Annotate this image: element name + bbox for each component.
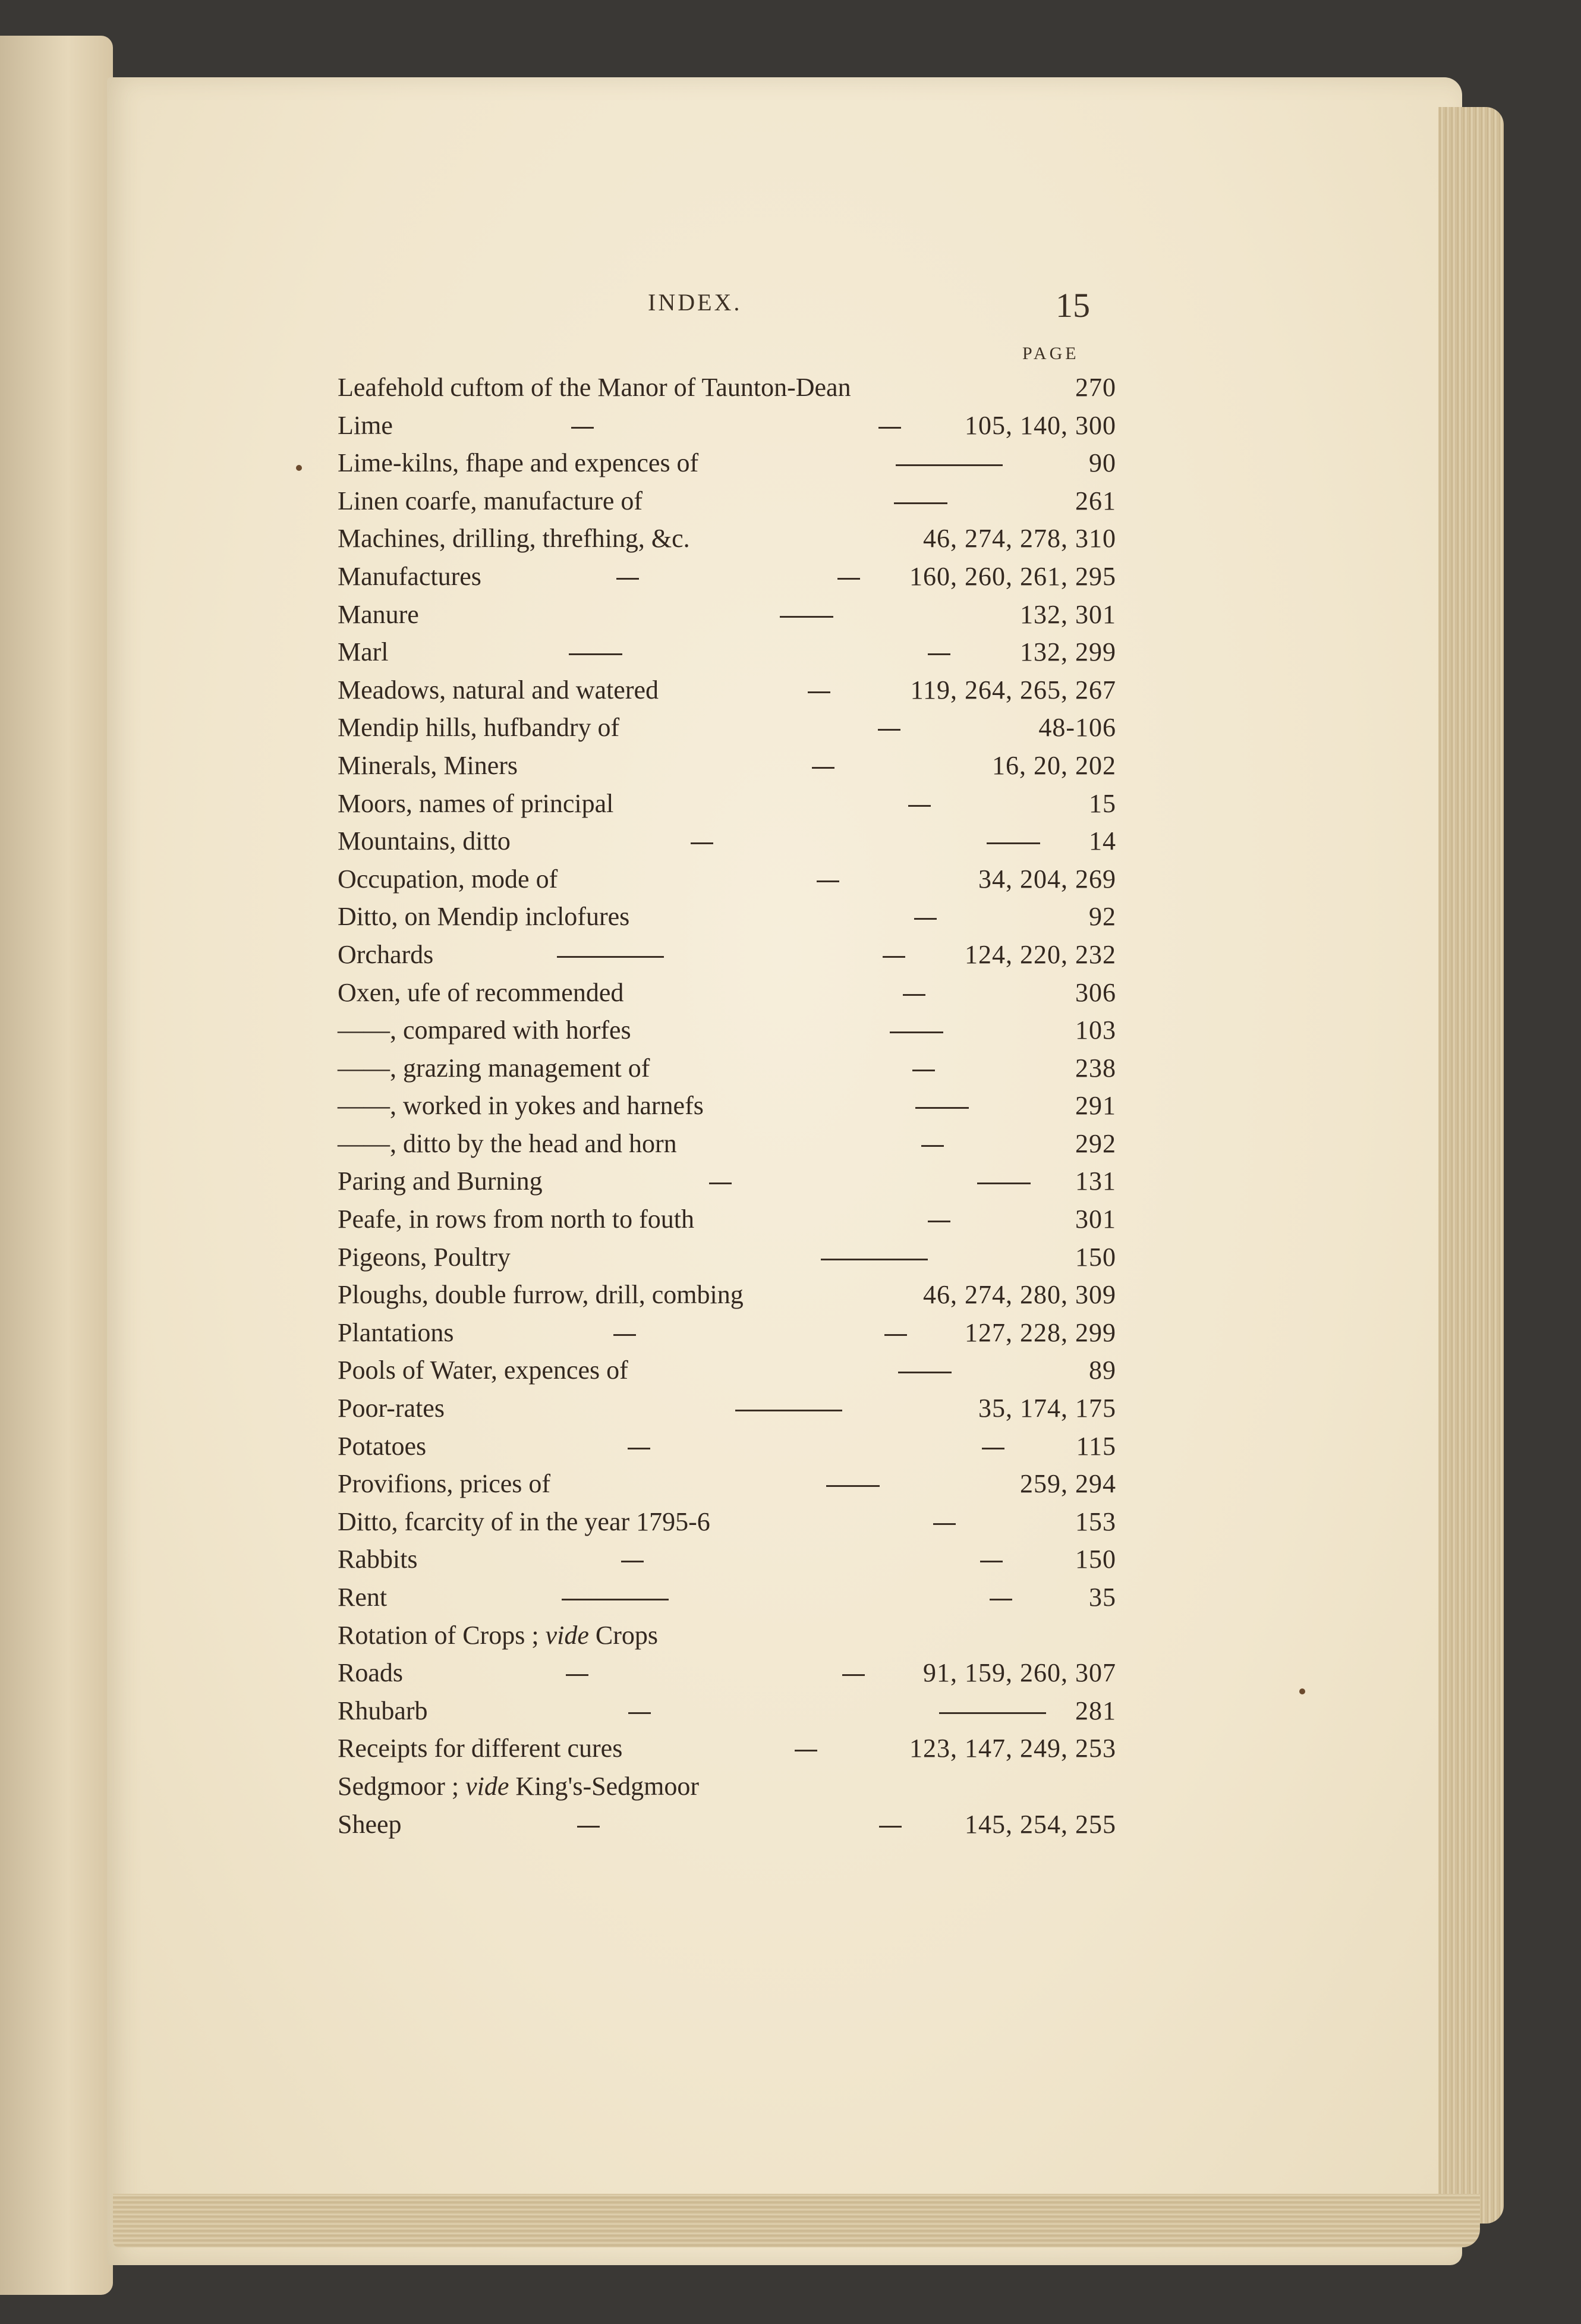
entry-term-text: Pigeons, Poultry	[338, 1242, 511, 1272]
entry-term	[338, 482, 643, 520]
leader-dash	[613, 1334, 636, 1336]
leader-dash	[915, 1107, 969, 1109]
leader-dash	[817, 880, 839, 882]
page-number: 15	[1056, 286, 1090, 325]
index-entry	[338, 1011, 1116, 1049]
index-entries	[338, 369, 1116, 1843]
entry-term-text: Pools of Water, expences of	[338, 1356, 628, 1385]
entry-term	[338, 936, 433, 974]
entry-term	[338, 1162, 543, 1200]
index-entry	[338, 1729, 1116, 1768]
entry-term-text: ——, worked in yokes and harnefs	[338, 1091, 704, 1121]
leader-dash	[980, 1561, 1003, 1562]
entry-term-text: Marl	[338, 637, 389, 667]
entry-term	[338, 633, 389, 671]
leader-dash	[616, 578, 639, 580]
index-entry	[338, 747, 1116, 785]
entry-page-numbers: 292	[1075, 1128, 1116, 1158]
entry-page-numbers: 124, 220, 232	[965, 939, 1116, 969]
leader-dash	[826, 1485, 880, 1487]
index-entry	[338, 1654, 1116, 1692]
index-entry	[338, 822, 1116, 860]
entry-term	[338, 974, 623, 1012]
entry-page-numbers: 92	[1089, 902, 1116, 932]
index-entry	[338, 1465, 1116, 1503]
entry-term	[338, 1729, 622, 1768]
entry-term-text: Ploughs, double furrow, drill, combing	[338, 1280, 744, 1310]
entry-term	[338, 1200, 694, 1238]
entry-page-numbers: 301	[1075, 1205, 1116, 1234]
leader-dash	[577, 1826, 600, 1828]
entry-term-text: Orchards	[338, 939, 434, 969]
index-entry	[338, 1389, 1116, 1427]
leader-dash	[903, 994, 925, 996]
index-entry	[338, 1578, 1116, 1617]
leader-dash	[621, 1561, 644, 1562]
index-entry	[338, 709, 1116, 747]
entry-page-numbers: 16, 20, 202	[992, 750, 1116, 780]
entry-page-numbers: 291	[1075, 1091, 1116, 1121]
entry-term-text: Meadows, natural and watered	[338, 675, 659, 705]
running-head: INDEX.	[648, 289, 742, 316]
entry-term	[338, 1238, 511, 1276]
entry-term-text: ——, compared with horfes	[338, 1015, 631, 1045]
index-entry	[338, 1540, 1116, 1578]
entry-page-numbers: 150	[1075, 1545, 1116, 1574]
entry-term-text: Ditto, on Mendip inclofures	[338, 902, 630, 932]
entry-page-numbers: 306	[1075, 977, 1116, 1007]
entry-term-text: ——, ditto by the head and horn	[338, 1128, 677, 1158]
entry-term-text: Mountains, ditto	[338, 826, 511, 856]
index-entry	[338, 407, 1116, 445]
leader-dash	[928, 1221, 950, 1222]
leader-dash	[878, 427, 901, 429]
leader-dash	[821, 1259, 928, 1260]
entry-term-text: Machines, drilling, threfhing, &c.	[338, 524, 690, 554]
entry-term	[338, 822, 511, 860]
entry-term-text: Oxen, ufe of recommended	[338, 977, 624, 1007]
leader-dash	[990, 1599, 1012, 1600]
entry-term-text: Plantations	[338, 1317, 454, 1347]
entry-term	[338, 1465, 550, 1503]
entry-page-numbers: 238	[1075, 1053, 1116, 1083]
index-entry	[338, 1768, 1116, 1806]
entry-term	[338, 407, 393, 445]
leader-dash	[912, 1070, 935, 1071]
entry-term-text: Receipts for different cures	[338, 1734, 623, 1763]
entry-term	[338, 1654, 403, 1692]
entry-term	[338, 1049, 650, 1087]
entry-term-text: Rotation of Crops ;	[338, 1620, 546, 1650]
leader-dash	[921, 1145, 944, 1147]
entry-term-text: Poor-rates	[338, 1394, 445, 1423]
entry-term	[338, 785, 613, 823]
entry-vide: vide	[545, 1620, 589, 1650]
index-entry	[338, 1276, 1116, 1314]
entry-term	[338, 898, 629, 936]
entry-term	[338, 1806, 402, 1844]
index-entry	[338, 1162, 1116, 1200]
leader-dash	[898, 1372, 952, 1373]
entry-page-numbers: 35	[1089, 1583, 1116, 1612]
entry-term-text: Lime	[338, 410, 393, 440]
entry-term	[338, 1427, 426, 1466]
entry-term	[338, 1389, 445, 1427]
index-entry	[338, 596, 1116, 634]
ink-mark	[1299, 1688, 1305, 1694]
leader-dash	[883, 956, 905, 958]
leader-dash	[879, 1826, 902, 1828]
leader-dash	[628, 1448, 650, 1449]
entry-page-numbers: 34, 204, 269	[978, 864, 1116, 894]
index-entry	[338, 898, 1116, 936]
entry-term-text: Rabbits	[338, 1545, 418, 1574]
index-entry	[338, 369, 1116, 407]
entry-page-numbers: 153	[1075, 1507, 1116, 1536]
leader-dash	[808, 691, 830, 693]
entry-term-text: Provifions, prices of	[338, 1469, 551, 1499]
entry-term	[338, 1578, 387, 1617]
entry-term-text: Rhubarb	[338, 1696, 428, 1725]
entry-term	[338, 1314, 454, 1352]
index-entry	[338, 482, 1116, 520]
entry-page-numbers: 145, 254, 255	[965, 1809, 1116, 1839]
leader-dash	[982, 1448, 1004, 1449]
entry-term	[338, 596, 419, 634]
left-page-edge	[0, 36, 113, 2295]
index-entry	[338, 860, 1116, 898]
entry-term-text: Linen coarfe, manufacture of	[338, 486, 643, 515]
entry-page-numbers: 103	[1075, 1015, 1116, 1045]
entry-page-numbers: 35, 174, 175	[978, 1394, 1116, 1423]
leader-dash	[735, 1410, 842, 1411]
entry-page-numbers: 281	[1075, 1696, 1116, 1725]
index-entry	[338, 1617, 1116, 1655]
leader-dash	[987, 842, 1040, 844]
entry-term-text: Minerals, Miners	[338, 750, 518, 780]
entry-page-numbers: 132, 301	[1020, 599, 1116, 629]
entry-term-text: Ditto, fcarcity of in the year 1795-6	[338, 1507, 710, 1536]
page-column-label: PAGE	[1022, 344, 1079, 363]
index-entry	[338, 520, 1116, 558]
leader-dash	[928, 653, 950, 655]
entry-term-text: Roads	[338, 1658, 403, 1688]
index-entry	[338, 936, 1116, 974]
entry-term	[338, 1692, 428, 1730]
page-fore-edge	[1438, 107, 1504, 2224]
entry-page-numbers: 15	[1089, 788, 1116, 818]
entry-term	[338, 1768, 699, 1806]
leader-dash	[628, 1712, 651, 1714]
leader-dash	[780, 616, 833, 618]
page-bottom-edge	[113, 2194, 1480, 2247]
entry-page-numbers: 270	[1075, 373, 1116, 402]
entry-page-numbers: 90	[1089, 448, 1116, 478]
index-entry	[338, 671, 1116, 709]
index-entry	[338, 785, 1116, 823]
index-entry	[338, 558, 1116, 596]
leader-dash	[884, 1334, 907, 1336]
index-entry	[338, 974, 1116, 1012]
entry-term	[338, 1617, 658, 1655]
entry-page-numbers: 131	[1075, 1166, 1116, 1196]
entry-page-numbers: 259, 294	[1020, 1469, 1116, 1499]
entry-page-numbers: 160, 260, 261, 295	[909, 561, 1116, 591]
leader-dash	[977, 1183, 1031, 1184]
entry-term-text: Sheep	[338, 1809, 402, 1839]
entry-term-text: ——, grazing management of	[338, 1053, 650, 1083]
entry-page-numbers: 115	[1076, 1431, 1116, 1461]
entry-page-numbers: 48-106	[1038, 713, 1116, 743]
entry-term	[338, 444, 698, 482]
entry-term-text: Potatoes	[338, 1431, 427, 1461]
entry-term	[338, 747, 518, 785]
leader-dash	[837, 578, 860, 580]
entry-term-text: Sedgmoor ;	[338, 1771, 466, 1801]
entry-page-numbers: 123, 147, 249, 253	[909, 1734, 1116, 1763]
leader-dash	[569, 653, 622, 655]
entry-term	[338, 1351, 628, 1389]
index-entry	[338, 1692, 1116, 1730]
leader-dash	[878, 729, 900, 731]
index-entry	[338, 1049, 1116, 1087]
leader-dash	[908, 805, 931, 807]
leader-dash	[914, 918, 937, 920]
leader-dash	[812, 767, 834, 769]
entry-term-text: Leafehold cuftom of the Manor of Taunton-Dean	[338, 373, 851, 402]
leader-dash	[571, 427, 594, 429]
index-entry	[338, 1314, 1116, 1352]
entry-term-text: Peafe, in rows from north to fouth	[338, 1205, 694, 1234]
leader-dash	[562, 1599, 669, 1600]
index-entry	[338, 1238, 1116, 1276]
entry-page-numbers: 46, 274, 280, 309	[923, 1280, 1116, 1310]
index-entry	[338, 1200, 1116, 1238]
index-entry	[338, 1351, 1116, 1389]
entry-term-text: Crops	[588, 1620, 658, 1650]
leader-dash	[939, 1712, 1046, 1714]
entry-term	[338, 558, 481, 596]
entry-term	[338, 1125, 677, 1163]
index-entry	[338, 444, 1116, 482]
leader-dash	[842, 1674, 865, 1676]
entry-term	[338, 1540, 417, 1578]
entry-term-text: Rent	[338, 1583, 388, 1612]
entry-page-numbers: 91, 159, 260, 307	[923, 1658, 1116, 1688]
entry-page-numbers: 119, 264, 265, 267	[910, 675, 1116, 705]
entry-page-numbers: 132, 299	[1020, 637, 1116, 667]
entry-term	[338, 520, 690, 558]
entry-page-numbers: 150	[1075, 1242, 1116, 1272]
entry-page-numbers: 46, 274, 278, 310	[923, 524, 1116, 554]
entry-term-text: Manufactures	[338, 561, 481, 591]
entry-term	[338, 1276, 744, 1314]
index-entry	[338, 1125, 1116, 1163]
entry-term-text: Manure	[338, 599, 419, 629]
leader-dash	[795, 1750, 817, 1751]
entry-term	[338, 369, 851, 407]
entry-term-text: Moors, names of principal	[338, 788, 614, 818]
leader-dash	[890, 1032, 943, 1033]
entry-page-numbers: 127, 228, 299	[965, 1317, 1116, 1347]
leader-dash	[933, 1523, 956, 1525]
entry-page-numbers: 89	[1089, 1356, 1116, 1385]
entry-term-text: Mendip hills, hufbandry of	[338, 713, 620, 743]
entry-term	[338, 671, 659, 709]
index-entry	[338, 1087, 1116, 1125]
entry-term	[338, 1087, 704, 1125]
entry-term-text: Paring and Burning	[338, 1166, 543, 1196]
leader-dash	[896, 464, 1003, 466]
entry-term-text: King's-Sedgmoor	[509, 1771, 699, 1801]
leader-dash	[894, 502, 947, 504]
ink-mark	[296, 465, 302, 471]
entry-term-text: Occupation, mode of	[338, 864, 558, 894]
entry-term	[338, 1503, 710, 1541]
leader-dash	[566, 1674, 588, 1676]
index-entry	[338, 1503, 1116, 1541]
entry-page-numbers: 105, 140, 300	[965, 410, 1116, 440]
entry-term-text: Lime-kilns, fhape and expences of	[338, 448, 699, 478]
entry-term	[338, 1011, 631, 1049]
entry-page-numbers: 14	[1089, 826, 1116, 856]
index-entry	[338, 1806, 1116, 1844]
entry-vide: vide	[465, 1771, 509, 1801]
leader-dash	[691, 842, 713, 844]
entry-page-numbers: 261	[1075, 486, 1116, 515]
index-entry	[338, 633, 1116, 671]
index-entry	[338, 1427, 1116, 1466]
leader-dash	[557, 956, 664, 958]
leader-dash	[709, 1183, 732, 1184]
entry-term	[338, 709, 619, 747]
entry-term	[338, 860, 558, 898]
